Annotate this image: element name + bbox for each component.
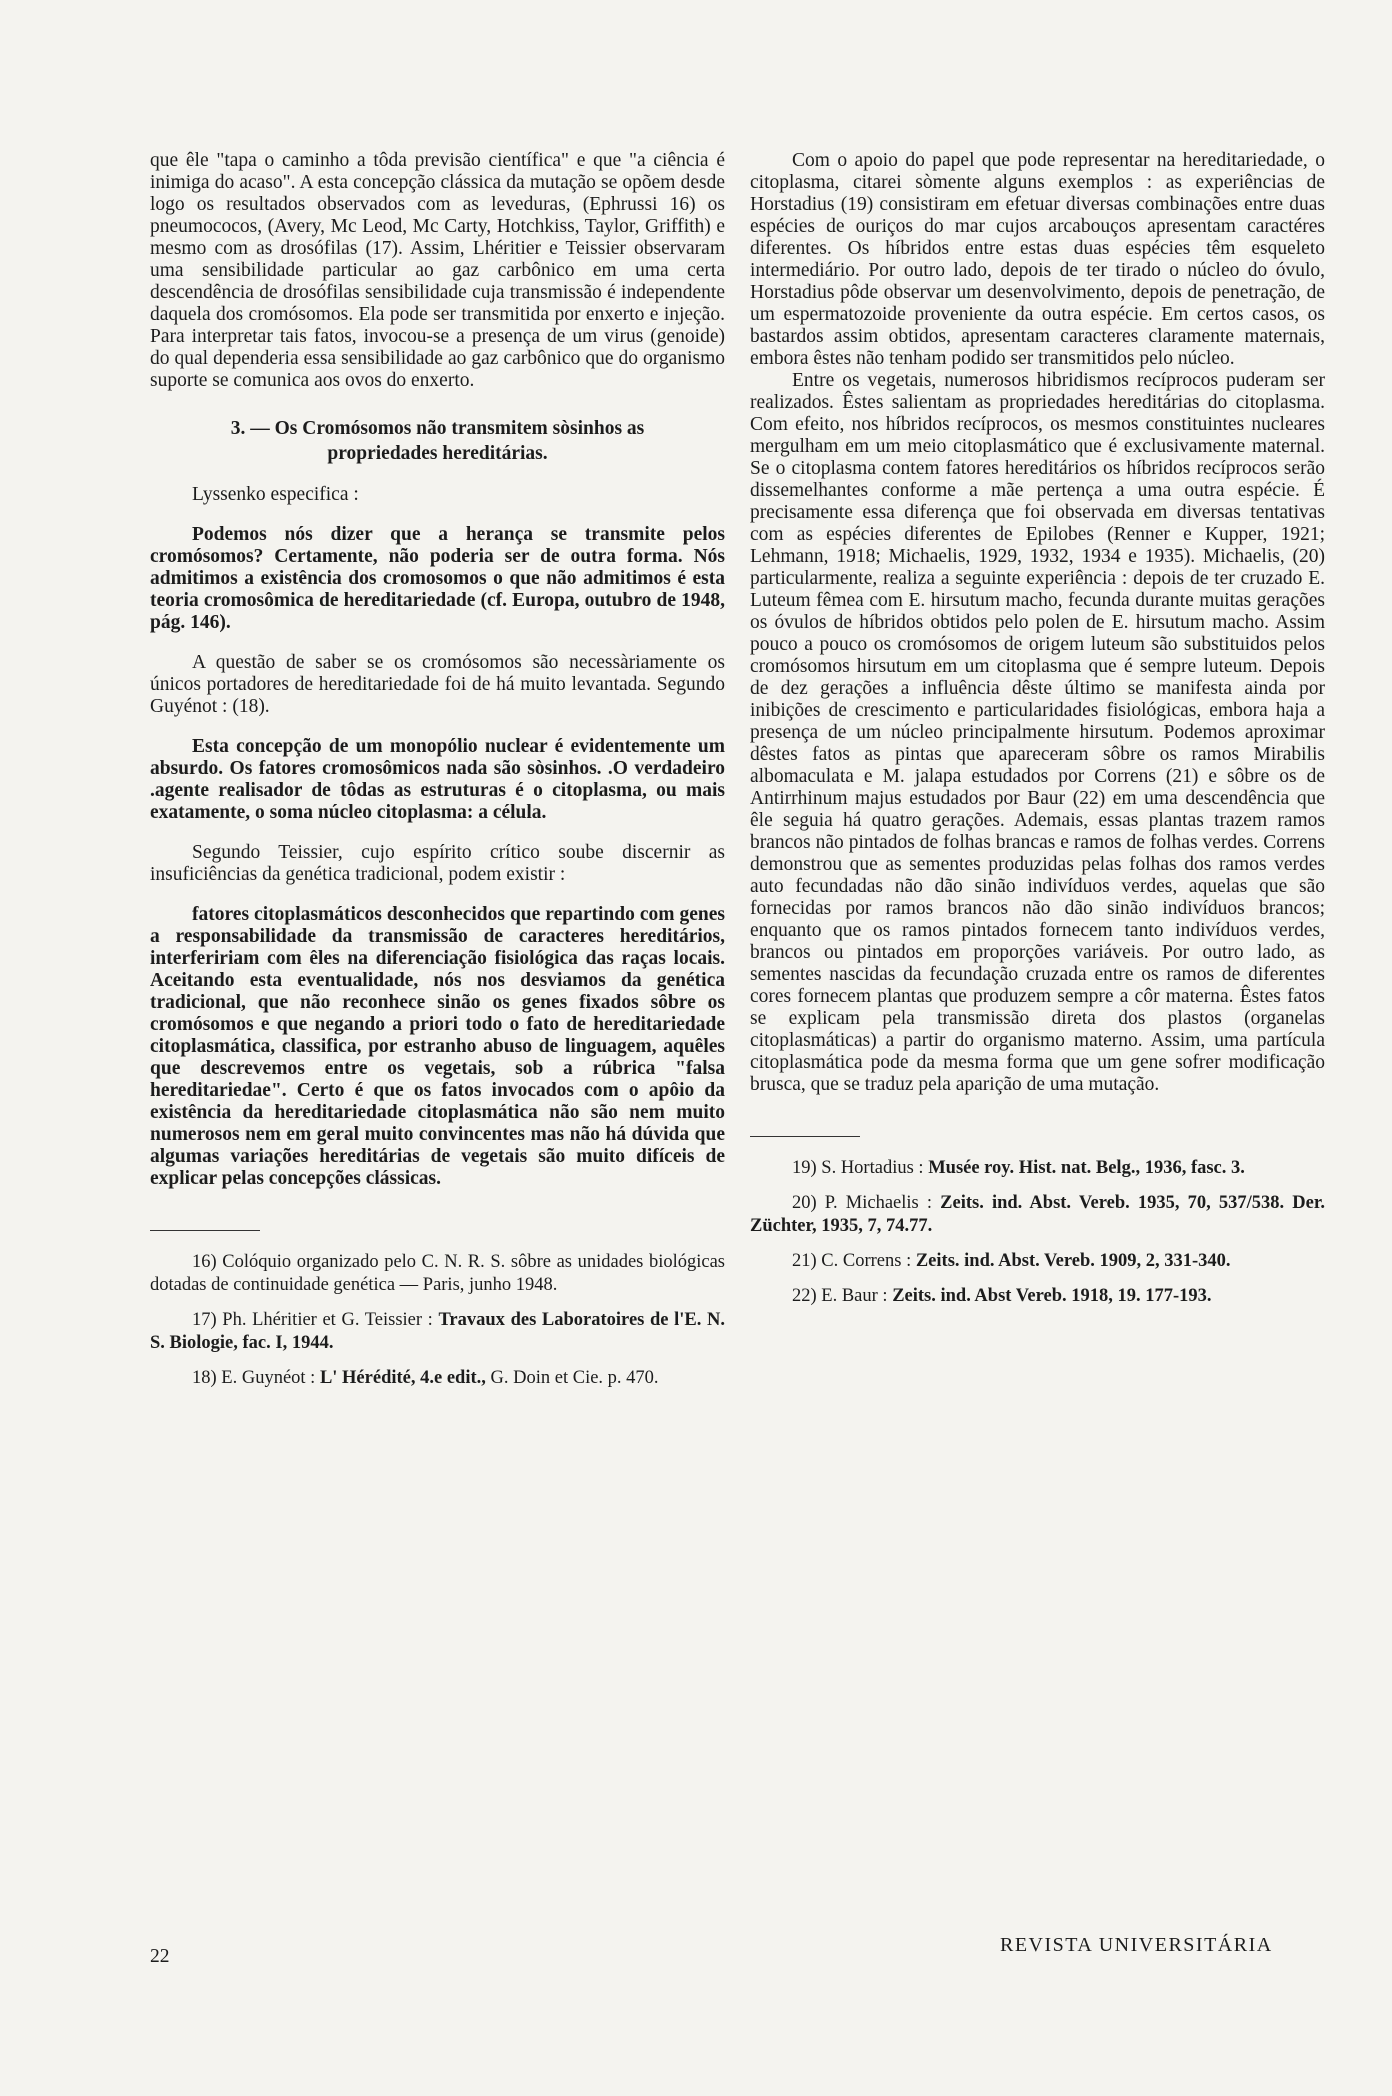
paragraph: Segundo Teissier, cujo espírito crítico soube discernir as insuficiências da genética tradicional, podem existir : [150,842,725,885]
paragraph: Entre os vegetais, numerosos hibridismos recíprocos puderam ser realizados. Êstes salientam as propriedades hereditárias do citoplasma. Com efeito, nos híbridos recíprocos, os mesmos constituintes nucleares mergulham em um meio citoplasmático que é exclusivamente maternal. Se o citoplasma contem fatores hereditários os híbridos recíprocos serão dissemelhantes conforme a mãe pertença a uma outra espécie. É precisamente essa diferença que foi observada em diversas tentativas com as espécies diferentes de Epilobes (Renner e Kupper, 1921; Lehmann, 1918; Michaelis, 1929, 1932, 1934 e 1935). Michaelis, (20) particularmente, realiza a seguinte experiência : depois de ter cruzado E. Luteum fêmea com E. hirsutum macho, fecunda durante muitas gerações os óvulos de híbridos obtidos pelo polen de E. hirsutum macho. Assim pouco a pouco os cromósomos de origem luteum são substituidos pelos cromósomos hirsutum em um citoplasma que é sempre luteum. Depois de dez gerações a influência dêste último se manifesta ainda por inibições de crescimento e particularidades fisiológicas, embora haja a presença de um núcleo principalmente hirsutum. Podemos aproximar dêstes fatos as pintas que apareceram sôbre os ramos Mirabilis albomaculata e M. jalapa estudados por Correns (21) e sôbre os de Antirrhinum majus estudados por Baur (22) em uma descendência que êle seguia há quatro gerações. Ademais, essas plantas trazem ramos brancos não pintados de folhas brancas e ramos de folhas verdes. Correns demonstrou que as sementes produzidas pelas folhas dos ramos verdes auto fecundadas não dão sinão indivíduos verdes, aquelas que são fornecidas por ramos brancos não dão sinão indivíduos brancos; enquanto que os ramos pintados fornecem tanto indivíduos verdes, brancos ou pintados em proporções variáveis. Por outro lado, as sementes nascidas da fecundação cruzada entre os ramos de diferentes cores fornecem plantas que produzem sempre a côr materna. Êstes fatos se explicam pela transmissão direta dos plastos (organelas citoplasmáticas) a partir do organismo materno. Assim, uma partícula citoplasmática pode da mesma forma que um gene sofrer modificação brusca, que se traduz pela aparição de uma mutação. [750,370,1325,1095]
block-quote: Esta concepção de um monopólio nuclear é evidentemente um absurdo. Os fatores cromosômicos nada são sòsinhos. .O verdadeiro .agente realisador de tôdas as estruturas é o citoplasma, ou mais exatamente, o soma núcleo citoplasma: a célula. [150,736,725,823]
footnote [150,1309,725,1355]
footnote-source: Zeits. ind. Abst. Vereb. 1935, 70, 537/538. Der. Züchter, 1935, 7, 74.77. [750,1193,1325,1236]
footnote [150,1367,725,1390]
footnote-author: 18) E. Guynéot : [192,1368,320,1388]
section-heading: 3. — Os Cromósomos não transmitem sòsinhos as propriedades hereditárias. [230,418,645,464]
footnote [750,1157,1325,1180]
footnote-author: 17) Ph. Lhéritier et G. Teissier : [192,1310,439,1330]
footnote-author: 19) S. Hortadius : [792,1158,929,1178]
footnote-source: Zeits. ind. Abst Vereb. 1918, 19. 177-193. [892,1286,1212,1306]
block-quote: Podemos nós dizer que a herança se transmite pelos cromósomos? Certamente, não poderia ser de outra forma. Nós admitimos a existência dos cromosomos o que não admitimos é esta teoria cromosômica de hereditariedade (cf. Europa, outubro de 1948, pág. 146). [150,524,725,633]
left-column [150,150,725,1402]
paragraph: A questão de saber se os cromósomos são necessàriamente os únicos portadores de hereditariedade foi de há muito levantada. Segundo Guyénot : (18). [150,652,725,717]
footnote [750,1250,1325,1273]
footnote-author: 20) P. Michaelis : [792,1193,941,1213]
footnote-divider [750,1136,860,1137]
journal-title: REVISTA UNIVERSITÁRIA [1000,1934,1273,1956]
footnote-author: 21) C. Correns : [792,1251,916,1271]
footnote-divider [150,1230,260,1231]
paragraph: Lyssenko especifica : [192,484,359,505]
paragraph: Com o apoio do papel que pode representar na hereditariedade, o citoplasma, citarei sòmente alguns exemplos : as experiências de Horstadius (19) consistiram em efetuar diversas combinações entre duas espécies de ouriços do mar cujos arcabouços apresentam caractéres diferentes. Os híbridos entre estas duas espécies têm esqueleto intermediário. Por outro lado, depois de ter tirado o núcleo do óvulo, Horstadius pôde observar um desenvolvimento, depois de penetração, de um espermatozoide proveniente da outra espécie. Em certos casos, os bastardos assim obtidos, apresentam caracteres claramente maternais, embora êstes não tenham podido ser transmitidos pelo núcleo. [750,150,1325,369]
footnote-source: Travaux des Laboratoires de l'E. N. S. Biologie, fac. I, 1944. [150,1310,726,1353]
paragraph: que êle "tapa o caminho a tôda previsão científica" e que "a ciência é inimiga do acaso". A esta concepção clássica da mutação se opõem desde logo os resultados observados com as leveduras, (Ephrussi 16) os pneumococos, (Avery, Mc Leod, Mc Carty, Hotchkiss, Taylor, Griffith) e mesmo com as drosófilas (17). Assim, Lhéritier e Teissier observaram uma sensibilidade particular ao gaz carbônico em uma certa descendência de drosófilas sensibilidade cuja transmissão é independente daquela dos cromósomos. Ela pode ser transmitida por enxerto e injeção. Para interpretar tais fatos, invocou-se a presença de um virus (genoide) do qual dependeria essa sensibilidade ao gaz carbônico que do organismo suporte se comunica aos ovos do enxerto. [150,150,725,391]
footnote [750,1285,1325,1308]
footnote-source: Zeits. ind. Abst. Vereb. 1909, 2, 331-340. [915,1251,1231,1271]
footnote [750,1192,1325,1238]
block-quote: fatores citoplasmáticos desconhecidos que repartindo com genes a responsabilidade da transmissão de caracteres hereditários, interfeririam com êles na diferenciação fisiológica das raças locais. Aceitando esta eventualidade, nós nos desviamos da genética tradicional, que não reconhece sinão os genes fixados sôbre os cromósomos e que negando a priori todo o fato de hereditariedade citoplasmática, classifica, por estranho abuso de linguagem, aquêles que descrevemos entre os vegetais, sob a rúbrica "falsa hereditariedae". Certo é que os fatos invocados com o apôio da existência da hereditariedade citoplasmática não são nem muito numerosos nem em geral muito convincentes mas não há dúvida que algumas variações hereditárias de vegetais são muito difíceis de explicar pelas concepções clássicas. [150,904,725,1189]
footnote: 16) Colóquio organizado pelo C. N. R. S. sôbre as unidades biológicas dotadas de continuidade genética — Paris, junho 1948. [150,1252,725,1295]
right-column [750,150,1325,1320]
footnote-publisher: G. Doin et Cie. p. 470. [485,1368,659,1388]
footnote-source: L' Hérédité, 4.e edit., [319,1368,486,1388]
page-number: 22 [150,1946,170,1967]
footnote-author: 22) E. Baur : [792,1286,893,1306]
footnote-source: Musée roy. Hist. nat. Belg., 1936, fasc. 3. [928,1158,1245,1178]
